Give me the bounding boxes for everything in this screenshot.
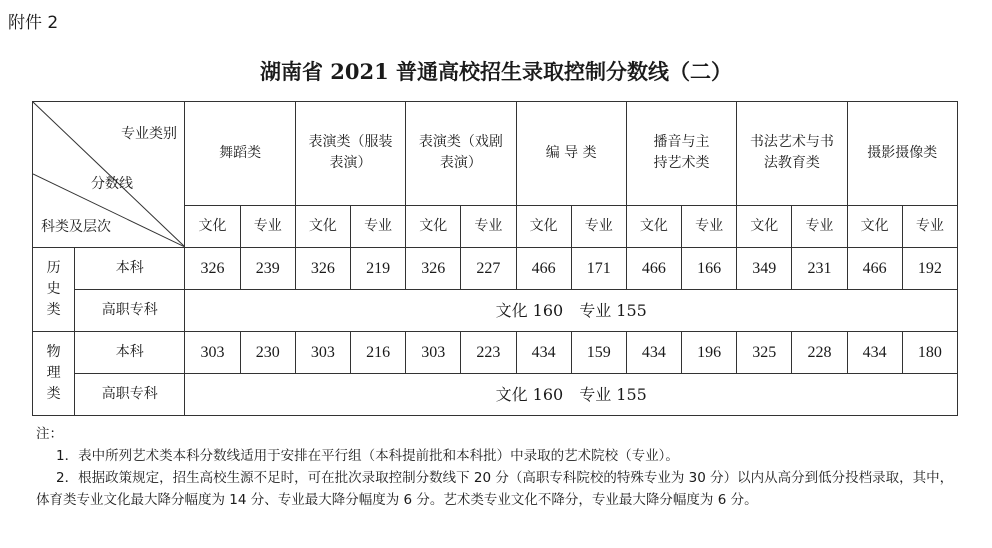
score-cell: 223 xyxy=(461,332,516,374)
category-header: 摄影摄像类 xyxy=(847,102,957,206)
score-cell: 166 xyxy=(682,248,737,290)
major-subheader: 专业 xyxy=(240,205,295,247)
score-cell: 326 xyxy=(295,248,350,290)
score-cell: 180 xyxy=(902,332,957,374)
page-title: 湖南省 2021 普通高校招生录取控制分数线（二） xyxy=(259,59,733,84)
level-label: 本科 xyxy=(75,248,185,290)
category-header: 书法艺术与书 法教育类 xyxy=(737,102,847,206)
score-cell: 192 xyxy=(902,248,957,290)
annex-label: 附件 2 xyxy=(8,13,59,33)
score-cell: 303 xyxy=(185,332,240,374)
score-cell: 159 xyxy=(571,332,626,374)
corner-score-label: 分数线 xyxy=(91,176,133,192)
category-header: 表演类（服装 表演） xyxy=(295,102,405,206)
score-cell: 216 xyxy=(350,332,405,374)
score-cell: 434 xyxy=(516,332,571,374)
score-cell: 466 xyxy=(626,248,681,290)
score-cell: 434 xyxy=(626,332,681,374)
culture-subheader: 文化 xyxy=(516,205,571,247)
corner-category-label: 专业类别 xyxy=(121,126,177,142)
score-cell: 239 xyxy=(240,248,295,290)
culture-subheader: 文化 xyxy=(185,205,240,247)
score-cell: 349 xyxy=(737,248,792,290)
score-cell: 466 xyxy=(847,248,902,290)
score-cell: 466 xyxy=(516,248,571,290)
score-cell: 228 xyxy=(792,332,847,374)
category-header: 表演类（戏剧 表演） xyxy=(406,102,516,206)
level-label: 高职专科 xyxy=(75,374,185,416)
score-cell: 326 xyxy=(185,248,240,290)
major-subheader: 专业 xyxy=(902,205,957,247)
score-cell: 434 xyxy=(847,332,902,374)
subject-history: 历史类 xyxy=(33,248,75,332)
notes-heading: 注： xyxy=(36,426,63,442)
category-header: 播音与主 持艺术类 xyxy=(626,102,736,206)
score-cell: 231 xyxy=(792,248,847,290)
score-cell: 196 xyxy=(682,332,737,374)
major-subheader: 专业 xyxy=(461,205,516,247)
category-header: 编 导 类 xyxy=(516,102,626,206)
category-header: 舞蹈类 xyxy=(185,102,295,206)
note-2: 2．根据政策规定，招生高校生源不足时，可在批次录取控制分数线下 20 分（高职专科院校的特殊专业为 30 分）以内从高分到低分投档录取，其中，体育类专业文化最大降分幅度为 14 分、专业最大降分幅度为 6 分。艺术类专业文化不降分，专业最大降分幅度为 6 分。 xyxy=(36,470,954,508)
major-subheader: 专业 xyxy=(571,205,626,247)
corner-level-label: 科类及层次 xyxy=(41,219,111,235)
level-label: 高职专科 xyxy=(75,290,185,332)
level-label: 本科 xyxy=(75,332,185,374)
score-cell: 303 xyxy=(295,332,350,374)
score-table xyxy=(32,101,958,416)
subject-physics: 物理类 xyxy=(33,332,75,416)
notes-section xyxy=(36,423,966,511)
score-cell: 326 xyxy=(406,248,461,290)
header-corner-cell xyxy=(33,102,185,248)
culture-subheader: 文化 xyxy=(847,205,902,247)
culture-subheader: 文化 xyxy=(406,205,461,247)
score-cell: 219 xyxy=(350,248,405,290)
major-subheader: 专业 xyxy=(350,205,405,247)
score-cell: 227 xyxy=(461,248,516,290)
culture-subheader: 文化 xyxy=(295,205,350,247)
score-cell: 230 xyxy=(240,332,295,374)
score-cell: 303 xyxy=(406,332,461,374)
score-cell: 171 xyxy=(571,248,626,290)
gaozhi-score-cell: 文化 160 专业 155 xyxy=(185,290,958,332)
note-1: 1．表中所列艺术类本科分数线适用于安排在平行组（本科提前批和本科批）中录取的艺术院校（专业）。 xyxy=(56,448,679,464)
major-subheader: 专业 xyxy=(792,205,847,247)
culture-subheader: 文化 xyxy=(737,205,792,247)
culture-subheader: 文化 xyxy=(626,205,681,247)
major-subheader: 专业 xyxy=(682,205,737,247)
gaozhi-score-cell: 文化 160 专业 155 xyxy=(185,374,958,416)
score-cell: 325 xyxy=(737,332,792,374)
